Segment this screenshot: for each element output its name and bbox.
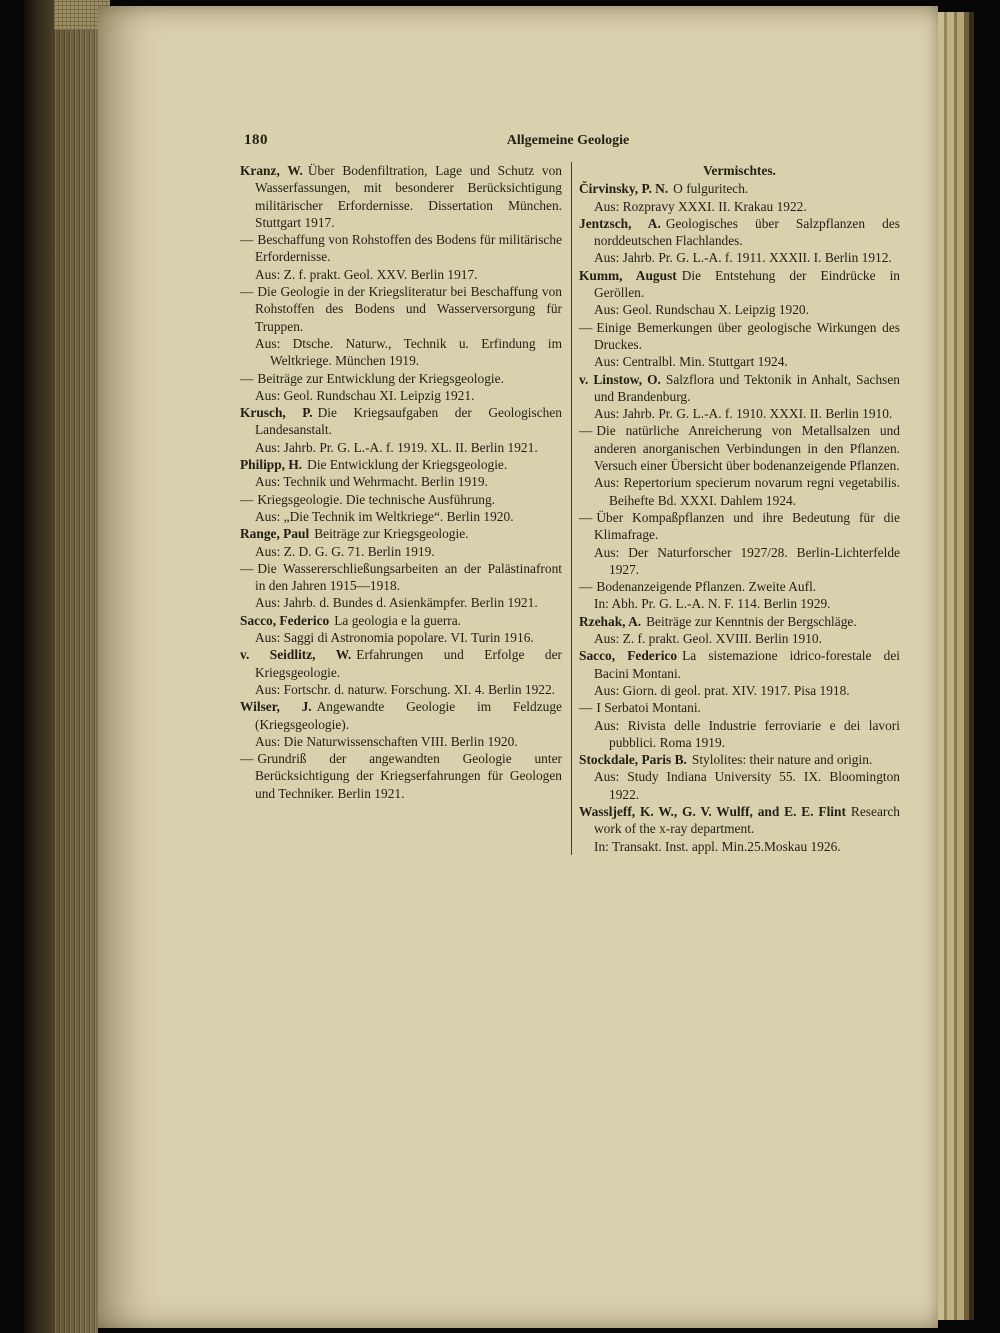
- entry-source: Aus: Geol. Rundschau XI. Leipzig 1921.: [255, 387, 475, 403]
- section-heading: Vermischtes.: [703, 163, 776, 178]
- entry-text: Jentzsch, A. Geologisches über Salzpflanzen des norddeutschen Flachlandes.: [579, 215, 900, 249]
- entry-text: — Die Geologie in der Kriegsliteratur bei Beschaffung von Rohstoffen des Bodens und Wasserversorgung für Truppen.: [240, 284, 562, 334]
- entry-author: Wassljeff, K. W., G. V. Wulff, and E. E. Flint: [579, 803, 846, 819]
- same-author-dash: —: [240, 232, 254, 248]
- entry-source: In: Abh. Pr. G. L.-A. N. F. 114. Berlin 1929.: [594, 596, 831, 612]
- entry-author: Čirvinsky, P. N.: [579, 181, 669, 197]
- same-author-dash: —: [579, 579, 593, 595]
- entry-author: v. Seidlitz, W.: [240, 647, 352, 663]
- entry-source: Aus: Fortschr. d. naturw. Forschung. XI. 4. Berlin 1922.: [255, 681, 556, 697]
- bibliography-entry: [240, 698, 562, 750]
- running-head: Allgemeine Geologie: [506, 133, 630, 148]
- same-author-dash: —: [240, 284, 254, 300]
- bibliography-entry: [579, 803, 900, 855]
- bibliography-entry: [240, 370, 562, 405]
- entry-text: — Beiträge zur Entwicklung der Kriegsgeologie.: [240, 370, 504, 386]
- text-columns: [240, 162, 900, 855]
- entry-author: Range, Paul: [240, 526, 310, 542]
- bibliography-entry: [240, 162, 562, 231]
- entry-text: Kumm, August Die Entstehung der Eindrücke in Geröllen.: [579, 267, 900, 301]
- entry-author: Jentzsch, A.: [579, 215, 661, 231]
- entry-text: Sacco, Federico La sistemazione idrico-forestale dei Bacini Montani.: [579, 648, 900, 681]
- entry-text: Kranz, W. Über Bodenfiltration, Lage und Schutz von Wasserfassungen, mit besonderer Berücksichtigung militärischer Erfordernisse. Dissertation München. Stuttgart 1917.: [240, 163, 562, 230]
- entry-source: Aus: Technik und Wehrmacht. Berlin 1919.: [255, 474, 488, 490]
- same-author-dash: —: [579, 423, 593, 439]
- entry-text: — I Serbatoi Montani.: [579, 700, 701, 716]
- entry-author: Rzehak, A.: [579, 613, 642, 629]
- same-author-dash: —: [579, 509, 593, 525]
- bibliography-entry: [240, 491, 562, 526]
- page-number: 180: [244, 132, 268, 148]
- bibliography-entry: [579, 319, 900, 371]
- entry-source: Aus: Z. D. G. G. 71. Berlin 1919.: [255, 543, 435, 559]
- entry-source: Aus: Jahrb. Pr. G. L.-A. f. 1910. XXXI. II. Berlin 1910.: [594, 406, 893, 422]
- entry-text: Sacco, Federico La geologia e la guerra.: [240, 612, 462, 628]
- bibliography-entry: [579, 613, 900, 648]
- bibliography-entry: [240, 456, 562, 491]
- left-column: [240, 162, 562, 855]
- right-column-entries: [579, 180, 900, 855]
- bibliography-entry: [240, 612, 562, 647]
- book-cover-edge: [24, 0, 54, 1333]
- same-author-dash: —: [240, 751, 254, 767]
- entry-source: Aus: Repertorium specierum novarum regni vegetabilis. Beihefte Bd. XXXI. Dahlem 1924.: [594, 475, 900, 508]
- entry-source: Aus: Study Indiana University 55. IX. Bloomington 1922.: [594, 769, 900, 802]
- bibliography-entry: [579, 422, 900, 508]
- entry-text: — Kriegsgeologie. Die technische Ausführung.: [240, 491, 496, 507]
- bibliography-entry: [240, 646, 562, 698]
- page-edges: [938, 12, 974, 1320]
- entry-text: Krusch, P. Die Kriegsaufgaben der Geologischen Landesanstalt.: [240, 405, 563, 438]
- entry-source: Aus: Jahrb. Pr. G. L.-A. f. 1919. XL. II. Berlin 1921.: [255, 439, 538, 455]
- bibliography-entry: [579, 371, 900, 423]
- entry-source: Aus: Saggi di Astronomia popolare. VI. Turin 1916.: [255, 630, 534, 646]
- same-author-dash: —: [240, 560, 254, 576]
- bibliography-entry: [579, 751, 900, 803]
- entry-author: Kranz, W.: [240, 163, 303, 178]
- entry-source: Aus: Jahrb. d. Bundes d. Asienkämpfer. Berlin 1921.: [255, 595, 538, 611]
- entry-source: Aus: Giorn. di geol. prat. XIV. 1917. Pisa 1918.: [594, 682, 850, 698]
- entry-source: Aus: Die Naturwissenschaften VIII. Berlin 1920.: [255, 733, 518, 749]
- entry-text: — Die Wassererschließungsarbeiten an der Palästinafront in den Jahren 1915—1918.: [240, 560, 562, 594]
- bibliography-entry: [579, 215, 900, 267]
- entry-source: In: Transakt. Inst. appl. Min.25.Moskau 1926.: [594, 838, 841, 854]
- same-author-dash: —: [240, 370, 254, 386]
- entry-source: Aus: Rivista delle Industrie ferroviarie e dei lavori pubblici. Roma 1919.: [594, 717, 900, 750]
- entry-source: Aus: Geol. Rundschau X. Leipzig 1920.: [594, 302, 809, 318]
- bibliography-entry: [240, 404, 562, 456]
- entry-text: — Beschaffung von Rohstoffen des Bodens für militärische Erfordernisse.: [240, 232, 562, 265]
- entry-text: Philipp, H. Die Entwicklung der Kriegsgeologie.: [240, 457, 508, 473]
- bibliography-entry: [579, 699, 900, 751]
- entry-source: Aus: Z. f. prakt. Geol. XVIII. Berlin 1910.: [594, 631, 822, 647]
- bibliography-entry: [579, 267, 900, 319]
- entry-source: Aus: Centralbl. Min. Stuttgart 1924.: [594, 354, 788, 370]
- entry-text: v. Linstow, O. Salzflora und Tektonik in Anhalt, Sachsen und Brandenburg.: [579, 371, 900, 404]
- bibliography-entry: [240, 750, 562, 802]
- entry-text: — Über Kompaßpflanzen und ihre Bedeutung für die Klimafrage.: [579, 509, 900, 543]
- entry-text: Stockdale, Paris B. Stylolites: their nature and origin.: [579, 752, 873, 768]
- right-column: [579, 162, 900, 855]
- entry-text: Range, Paul Beiträge zur Kriegsgeologie.: [240, 526, 469, 542]
- entry-source: Aus: Rozpravy XXXI. II. Krakau 1922.: [594, 198, 807, 214]
- entry-source: Aus: Jahrb. Pr. G. L.-A. f. 1911. XXXII. I. Berlin 1912.: [594, 250, 892, 266]
- entry-text: v. Seidlitz, W. Erfahrungen und Erfolge der Kriegsgeologie.: [240, 647, 562, 680]
- book-binding: [54, 0, 98, 1333]
- entry-author: Sacco, Federico: [240, 612, 330, 628]
- entry-text: Rzehak, A. Beiträge zur Kenntnis der Bergschläge.: [579, 613, 857, 629]
- bibliography-entry: [579, 509, 900, 578]
- entry-text: — Die natürliche Anreicherung von Metallsalzen und anderen anorganischen Verbindungen in den Pflanzen. Versuch einer Übersicht über bodenanzeigende Pflanzen.: [579, 423, 900, 474]
- bibliography-entry: [240, 231, 562, 283]
- same-author-dash: —: [579, 700, 593, 716]
- entry-author: Krusch, P.: [240, 405, 313, 421]
- same-author-dash: —: [240, 491, 254, 507]
- entry-author: v. Linstow, O.: [579, 371, 661, 387]
- entry-source: Aus: Z. f. prakt. Geol. XXV. Berlin 1917.: [255, 266, 478, 282]
- bibliography-entry: [240, 283, 562, 369]
- entry-text: — Einige Bemerkungen über geologische Wirkungen des Druckes.: [579, 319, 900, 352]
- bibliography-entry: [579, 180, 900, 215]
- entry-author: Wilser, J.: [240, 699, 312, 715]
- book-page: [98, 6, 938, 1328]
- entry-source: Aus: Dtsche. Naturw., Technik u. Erfindung im Weltkriege. München 1919.: [255, 335, 562, 369]
- entry-author: Stockdale, Paris B.: [579, 752, 687, 768]
- entry-text: — Grundriß der angewandten Geologie unter Berücksichtigung der Kriegserfahrungen für Geologen und Techniker. Berlin 1921.: [240, 751, 562, 801]
- same-author-dash: —: [579, 319, 593, 335]
- bibliography-entry: [240, 560, 562, 612]
- entry-text: Wassljeff, K. W., G. V. Wulff, and E. E. Flint Research work of the x-ray department.: [579, 803, 900, 837]
- entry-author: Sacco, Federico: [579, 648, 678, 664]
- entry-author: Philipp, H.: [240, 457, 303, 473]
- column-divider: [571, 162, 572, 855]
- entry-author: Kumm, August: [579, 267, 677, 283]
- bibliography-entry: [579, 578, 900, 613]
- bibliography-entry: [240, 525, 562, 560]
- bibliography-entry: [579, 647, 900, 699]
- entry-source: Aus: „Die Technik im Weltkriege“. Berlin 1920.: [255, 508, 514, 524]
- entry-text: Wilser, J. Angewandte Geologie im Feldzuge (Kriegsgeologie).: [240, 699, 562, 732]
- entry-text: — Bodenanzeigende Pflanzen. Zweite Aufl.: [579, 579, 817, 595]
- entry-text: Čirvinsky, P. N. O fulguritech.: [579, 181, 749, 197]
- entry-source: Aus: Der Naturforscher 1927/28. Berlin-Lichterfelde 1927.: [594, 544, 900, 577]
